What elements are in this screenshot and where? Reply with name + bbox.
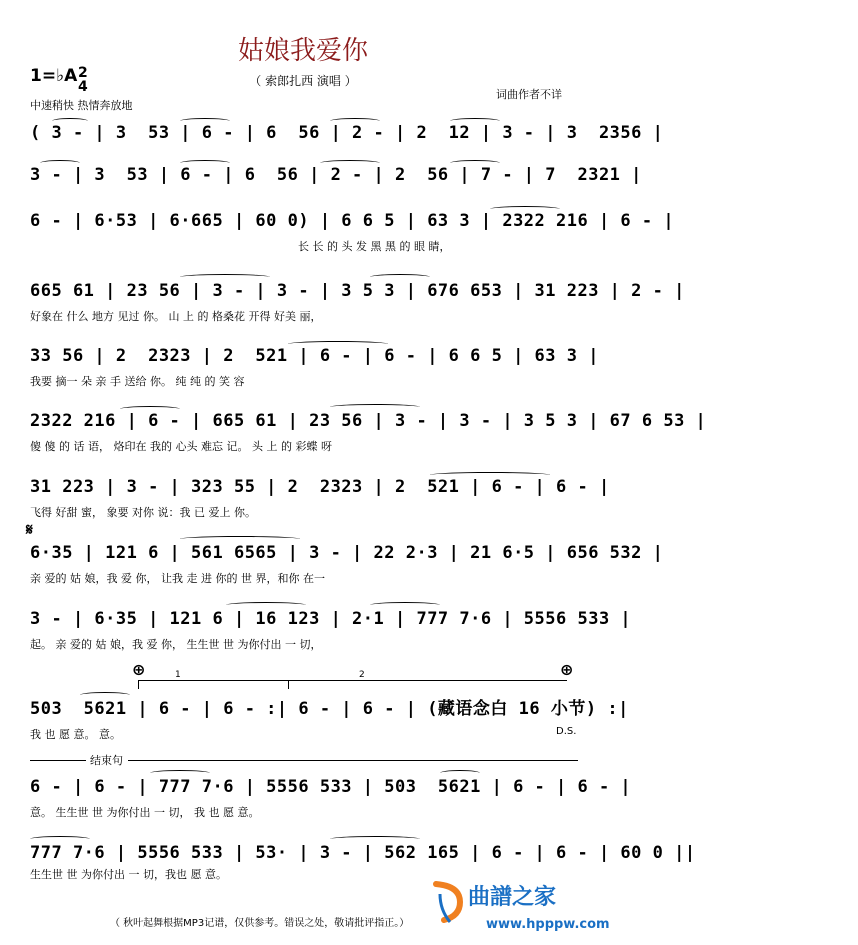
tie-mark xyxy=(440,770,480,776)
score-row xyxy=(30,474,610,519)
watermark-name: 曲譜之家 xyxy=(468,885,557,910)
lyrics-line: 长 长 的 头 发 黑 黑 的 眼 睛， xyxy=(298,240,451,253)
tie-mark xyxy=(330,404,420,410)
tie-mark xyxy=(320,160,380,166)
score-row xyxy=(30,774,632,819)
watermark-logo-icon xyxy=(430,880,470,926)
tie-mark xyxy=(330,836,420,842)
notation-line: 665 61 | 23 56 | 3 - | 3 - | 3 5 3 | 676 653 | 31 223 | 2 - | xyxy=(30,281,685,301)
lyrics-line: 亲 爱的 姑 娘，我 爱 你， 让我 走 进 你的 世 界，和你 在一 xyxy=(30,572,325,585)
score-row xyxy=(30,696,629,741)
ending-label: 结束句 xyxy=(90,754,123,767)
tie-mark xyxy=(430,472,550,478)
lyrics-line: 飞得 好甜 蜜， 象要 对你 说：我 已 爱上 你。 xyxy=(30,506,256,519)
composer-credit: 词曲作者不详 xyxy=(496,88,562,101)
score-row xyxy=(30,840,696,881)
ds-mark: D.S. xyxy=(556,726,577,737)
score-row xyxy=(30,162,642,188)
tie-mark xyxy=(180,118,230,124)
notation-line: 31 223 | 3 - | 323 55 | 2 2323 | 2 521 | 6 - | 6 - | xyxy=(30,477,610,497)
tie-mark xyxy=(450,118,500,124)
tie-mark xyxy=(226,602,306,608)
notation-line: 2322 216 | 6 - | 665 61 | 23 56 | 3 - | 3 - | 3 5 3 | 67 6 53 | xyxy=(30,411,707,431)
lyrics-line: 生生世 世 为你付出 一 切，我也 愿 意。 xyxy=(30,868,227,881)
notation-line: 777 7·6 | 5556 533 | 53· | 3 - | 562 165 | 6 - | 6 - | 60 0 || xyxy=(30,843,696,863)
lyrics-line: 我 也 愿 意。 意。 xyxy=(30,728,121,741)
tie-mark xyxy=(180,274,270,280)
score-row xyxy=(30,278,685,323)
volta-number: 2 xyxy=(359,670,365,680)
score-row xyxy=(30,606,632,651)
tie-mark xyxy=(180,160,230,166)
tie-mark xyxy=(370,602,440,608)
tie-mark xyxy=(80,692,130,698)
tie-mark xyxy=(180,536,300,542)
notation-line: 6·35 | 121 6 | 561 6565 | 3 - | 22 2·3 | 21 6·5 | 656 532 | xyxy=(30,543,664,563)
footer-note: （ 秋叶起舞根据MP3记谱，仅供参考。错误之处，敬请批评指正。） xyxy=(110,918,410,929)
song-title: 姑娘我爱你 xyxy=(237,36,368,66)
lyrics-line: 傻 傻 的 话 语， 烙印在 我的 心头 难忘 记。 头 上 的 彩蝶 呀 xyxy=(30,440,332,453)
score-row xyxy=(30,343,599,388)
key-signature: 1=♭A xyxy=(30,66,78,86)
volta-bracket-2 xyxy=(288,670,567,689)
score-row xyxy=(30,120,664,146)
tie-mark xyxy=(120,406,180,412)
tie-mark xyxy=(150,770,210,776)
notation-line: 3 - | 6·35 | 121 6 | 16 123 | 2·1 | 777 7·6 | 5556 533 | xyxy=(30,609,632,629)
notation-line: ( 3 - | 3 53 | 6 - | 6 56 | 2 - | 2 12 | 3 - | 3 2356 | xyxy=(30,123,664,143)
tie-mark xyxy=(370,274,430,280)
score-row xyxy=(26,520,664,585)
singer-credit: （ 索郎扎西 演唱 ） xyxy=(249,74,357,88)
coda-sign: ⊕ xyxy=(560,660,574,679)
coda-sign: ⊕ xyxy=(132,660,146,679)
lyrics-line: 好象在 什么 地方 见过 你。 山 上 的 格桑花 开得 好美 丽， xyxy=(30,310,322,323)
divider-line xyxy=(30,760,86,761)
time-signature-bottom: 4 xyxy=(78,79,88,95)
tie-mark xyxy=(52,118,88,124)
watermark-url: www.hpppw.com xyxy=(486,917,610,932)
notation-line: 3 - | 3 53 | 6 - | 6 56 | 2 - | 2 56 | 7 - | 7 2321 | xyxy=(30,165,642,185)
divider-line xyxy=(128,760,578,761)
time-signature xyxy=(78,66,88,94)
volta-number: 1 xyxy=(175,670,181,680)
volta-bracket-1 xyxy=(138,670,289,689)
lyrics-line: 起。 亲 爱的 姑 娘，我 爱 你， 生生世 世 为你付出 一 切， xyxy=(30,638,322,651)
score-row xyxy=(30,408,707,453)
tempo-marking: 中速稍快 热情奔放地 xyxy=(30,99,133,112)
lyrics-line: 意。 生生世 世 为你付出 一 切， 我 也 愿 意。 xyxy=(30,806,260,819)
tie-mark xyxy=(450,160,500,166)
time-signature-top: 2 xyxy=(78,65,88,81)
notation-line: 6 - | 6 - | 777 7·6 | 5556 533 | 503 5621 | 6 - | 6 - | xyxy=(30,777,632,797)
tie-mark xyxy=(490,206,560,212)
tie-mark xyxy=(330,118,380,124)
segno-sign: 𝄋 xyxy=(26,520,33,539)
notation-line: 6 - | 6·53 | 6·665 | 60 0) | 6 6 5 | 63 3 | 2322 216 | 6 - | xyxy=(30,211,675,231)
tie-mark xyxy=(30,836,90,842)
notation-line: 33 56 | 2 2323 | 2 521 | 6 - | 6 - | 6 6 5 | 63 3 | xyxy=(30,346,599,366)
lyrics-line: 我要 摘一 朵 亲 手 送给 你。 纯 纯 的 笑 容 xyxy=(30,375,245,388)
tie-mark xyxy=(288,341,388,347)
score-row xyxy=(30,208,675,253)
notation-line: 503 5621 | 6 - | 6 - :| 6 - | 6 - | (藏语念白 16 小节) :| xyxy=(30,699,629,719)
tie-mark xyxy=(40,160,80,166)
